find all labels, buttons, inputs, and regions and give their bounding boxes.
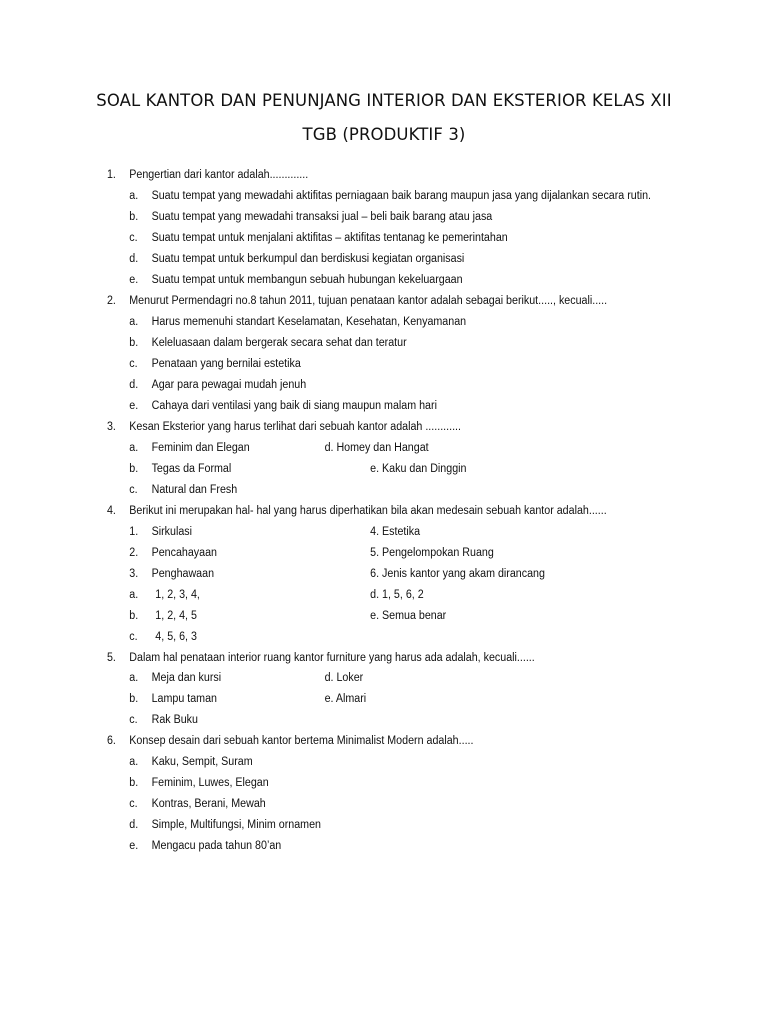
option-label: b. <box>129 337 139 349</box>
question-text: Kesan Eksterior yang harus terlihat dari sebuah kantor adalah ............ <box>129 421 462 433</box>
question-number: 2. <box>106 295 116 307</box>
option-text: Suatu tempat untuk membangun sebuah hubungan kekeluargaan <box>151 274 463 286</box>
option-text-secondary: e. Kaku dan Dinggin <box>370 463 467 475</box>
option-label: a. <box>129 190 139 202</box>
option-label: e. <box>129 840 139 852</box>
option-text: Sirkulasi <box>151 526 193 538</box>
option-text: Rak Buku <box>151 714 198 726</box>
option-text: Meja dan kursi <box>151 672 222 684</box>
option-label: c. <box>129 798 138 810</box>
option-text: 4, 5, 6, 3 <box>155 631 197 643</box>
option-text-secondary: e. Almari <box>324 693 367 705</box>
option-label: d. <box>129 253 139 265</box>
option-label: c. <box>129 631 138 643</box>
option-label: b. <box>129 777 139 789</box>
option-label: a. <box>129 442 139 454</box>
option-text-secondary: d. Homey dan Hangat <box>324 442 429 454</box>
option-text: 1, 2, 4, 5 <box>155 610 197 622</box>
option-text: 1, 2, 3, 4, <box>155 589 200 601</box>
document-subtitle: TGB (PRODUKTIF 3) <box>302 125 466 144</box>
option-text: Pencahayaan <box>151 547 218 559</box>
option-label: d. <box>129 379 139 391</box>
option-text: Suatu tempat untuk berkumpul dan berdiskusi kegiatan organisasi <box>151 253 465 265</box>
option-text: Kaku, Sempit, Suram <box>151 756 253 768</box>
question-text: Konsep desain dari sebuah kantor bertema Minimalist Modern adalah..... <box>129 735 474 747</box>
option-text: Cahaya dari ventilasi yang baik di siang maupun malam hari <box>151 400 437 412</box>
option-label: d. <box>129 819 139 831</box>
option-text: Tegas da Formal <box>151 463 232 475</box>
option-label: 1. <box>129 526 139 538</box>
option-text: Suatu tempat yang mewadahi transaksi jual – beli baik barang atau jasa <box>151 211 493 223</box>
option-text: Agar para pewagai mudah jenuh <box>151 379 307 391</box>
option-label: 2. <box>129 547 139 559</box>
option-text: Feminim, Luwes, Elegan <box>151 777 269 789</box>
option-label: a. <box>129 672 139 684</box>
option-label: a. <box>129 756 139 768</box>
option-text: Lampu taman <box>151 693 217 705</box>
question-number: 3. <box>106 421 116 433</box>
option-text: Kontras, Berani, Mewah <box>151 798 266 810</box>
question-text: Dalam hal penataan interior ruang kantor furniture yang harus ada adalah, kecuali...... <box>129 652 535 664</box>
question-text: Menurut Permendagri no.8 tahun 2011, tujuan penataan kantor adalah sebagai berikut....., kecuali..... <box>129 295 608 307</box>
option-text: Natural dan Fresh <box>151 484 238 496</box>
option-label: c. <box>129 232 138 244</box>
option-text: Suatu tempat untuk menjalani aktifitas – aktifitas tentanag ke pemerintahan <box>151 232 508 244</box>
question-number: 5. <box>106 652 116 664</box>
option-text: Simple, Multifungsi, Minim ornamen <box>151 819 321 831</box>
option-label: e. <box>129 274 139 286</box>
option-label: c. <box>129 714 138 726</box>
option-text-secondary: e. Semua benar <box>370 610 447 622</box>
option-text: Feminim dan Elegan <box>151 442 250 454</box>
question-text: Berikut ini merupakan hal- hal yang harus diperhatikan bila akan medesain sebuah kantor adalah...... <box>129 505 607 517</box>
option-label: b. <box>129 610 139 622</box>
option-label: b. <box>129 211 139 223</box>
question-number: 1. <box>106 169 116 181</box>
question-number: 4. <box>106 505 116 517</box>
option-label: e. <box>129 400 139 412</box>
option-label: 3. <box>129 568 139 580</box>
option-text: Keleluasaan dalam bergerak secara sehat dan teratur <box>151 337 407 349</box>
option-text-secondary: 6. Jenis kantor yang akam dirancang <box>370 568 545 580</box>
document-title: SOAL KANTOR DAN PENUNJANG INTERIOR DAN EKSTERIOR KELAS XII <box>96 91 672 110</box>
option-text: Suatu tempat yang mewadahi aktifitas perniagaan baik barang maupun jasa yang dijalankan secara rutin. <box>151 190 652 202</box>
option-text: Penataan yang bernilai estetika <box>151 358 301 370</box>
question-text: Pengertian dari kantor adalah............. <box>129 169 309 181</box>
option-text-secondary: 5. Pengelompokan Ruang <box>370 547 494 559</box>
option-text: Penghawaan <box>151 568 215 580</box>
option-text: Mengacu pada tahun 80’an <box>151 840 282 852</box>
option-label: a. <box>129 316 139 328</box>
option-label: b. <box>129 463 139 475</box>
option-label: b. <box>129 693 139 705</box>
option-text-secondary: d. 1, 5, 6, 2 <box>370 589 424 601</box>
option-label: a. <box>129 589 139 601</box>
option-text-secondary: d. Loker <box>324 672 364 684</box>
option-label: c. <box>129 484 138 496</box>
option-label: c. <box>129 358 138 370</box>
option-text: Harus memenuhi standart Keselamatan, Kesehatan, Kenyamanan <box>151 316 467 328</box>
option-text-secondary: 4. Estetika <box>370 526 421 538</box>
question-number: 6. <box>106 735 116 747</box>
